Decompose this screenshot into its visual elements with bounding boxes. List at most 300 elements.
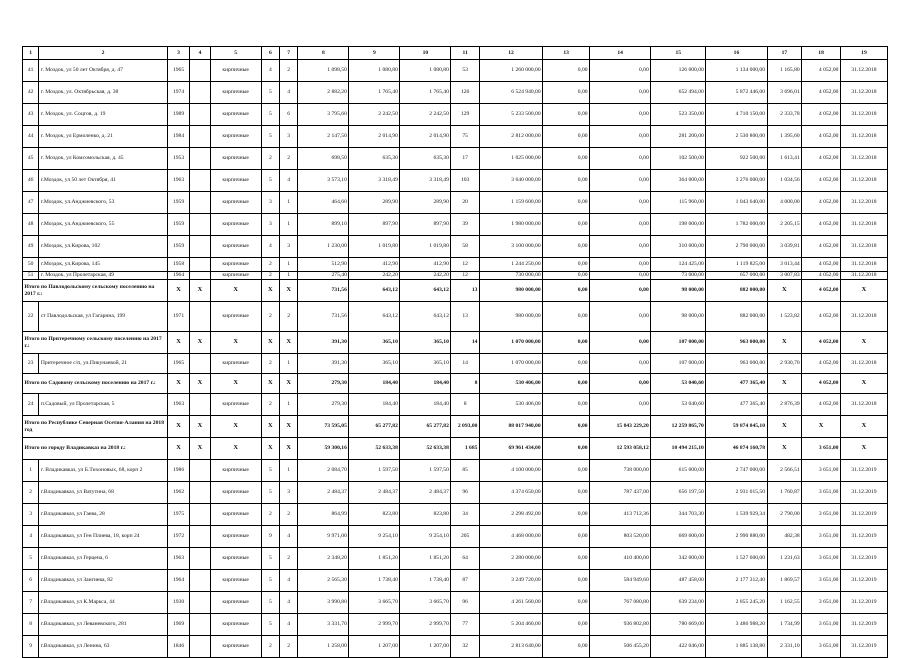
table-cell: г. Моздок, ул 50 лет Октября, д. 47 xyxy=(39,60,168,82)
table-cell: 0,00 xyxy=(590,192,651,214)
table-cell: 4 052,00 xyxy=(802,302,841,332)
table-cell: 882 000,00 xyxy=(706,302,767,332)
column-number: 19 xyxy=(840,47,887,60)
table-cell: 643,12 xyxy=(400,302,451,332)
table-cell: 530 406,00 xyxy=(479,374,542,394)
table-cell: 1 851,20 xyxy=(349,548,400,570)
table-cell: 3 665,70 xyxy=(400,592,451,614)
table-row xyxy=(23,236,888,258)
table-cell: 75 xyxy=(451,126,480,148)
table-cell: 2 999,70 xyxy=(400,614,451,636)
table-cell: 3 100 000,00 xyxy=(479,236,542,258)
table-cell: г.Моздок, ул.Кирова, 102 xyxy=(39,236,168,258)
table-cell: X xyxy=(261,280,279,302)
table-cell: кирпичные xyxy=(210,394,261,416)
table-cell: 31.12.2018 xyxy=(840,354,887,374)
table-cell: 31.12.2018 xyxy=(840,148,887,170)
table-cell: 4 052,00 xyxy=(802,192,841,214)
table-cell: 410 400,00 xyxy=(590,548,651,570)
table-cell: 9 971,00 xyxy=(298,526,349,548)
table-cell: 1 869,57 xyxy=(767,570,802,592)
table-cell: 523 350,00 xyxy=(651,104,706,126)
table-cell: Итого по Республике Северная Осетия-Алания на 2018 год xyxy=(23,416,168,438)
table-cell: 2 242,50 xyxy=(400,104,451,126)
table-cell: г.Владикавказ, ул Ленина, 63 xyxy=(39,636,168,658)
table-cell: X xyxy=(261,438,279,460)
table-cell: 3 xyxy=(280,236,298,258)
table-cell: 73 595,05 xyxy=(298,416,349,438)
table-cell: 12 593 058,12 xyxy=(590,438,651,460)
table-cell: 2 xyxy=(280,148,298,170)
table-cell: 344 703,30 xyxy=(651,504,706,526)
table-cell: 3 651,00 xyxy=(802,548,841,570)
table-cell: 7 xyxy=(23,592,39,614)
table-cell: 88 017 940,00 xyxy=(479,416,542,438)
table-cell xyxy=(190,60,210,82)
table-cell: 4 052,00 xyxy=(802,374,841,394)
table-cell: 3 xyxy=(23,504,39,526)
table-cell: 413 712,36 xyxy=(590,504,651,526)
column-number: 17 xyxy=(767,47,802,60)
table-cell: 2 990 880,00 xyxy=(706,526,767,548)
table-cell: 1 xyxy=(23,460,39,482)
table-cell: 53 040,60 xyxy=(651,374,706,394)
table-cell: 4 261 560,00 xyxy=(479,592,542,614)
table-cell: 3 651,00 xyxy=(802,438,841,460)
table-cell: 512,90 xyxy=(298,258,349,272)
table-cell: 1974 xyxy=(167,82,189,104)
table-cell: 310 000,00 xyxy=(651,236,706,258)
table-cell xyxy=(190,148,210,170)
table-cell: 464,60 xyxy=(298,192,349,214)
table-cell: 1 613,41 xyxy=(767,148,802,170)
subtotal-row xyxy=(23,280,888,302)
table-cell: 2 xyxy=(280,60,298,82)
table-cell: 2 931 015,50 xyxy=(706,482,767,504)
table-cell: 1 765,40 xyxy=(400,82,451,104)
table-cell: X xyxy=(840,374,887,394)
table-cell: 643,12 xyxy=(349,280,400,302)
table-cell: 24 xyxy=(23,394,39,416)
table-cell: Итого по Притеречному сельскому поселению на 2017 г.: xyxy=(23,332,168,354)
table-cell: 1963 xyxy=(167,170,189,192)
table-cell: г. Моздок, ул Ермоленко, д. 21 xyxy=(39,126,168,148)
table-cell: 44 xyxy=(23,126,39,148)
table-cell: ст Павлодольская, ул Гагарина, 199 xyxy=(39,302,168,332)
table-cell: 780 669,00 xyxy=(651,614,706,636)
table-cell: 1969 xyxy=(167,614,189,636)
table-cell: 43 xyxy=(23,104,39,126)
table-cell: 15 843 229,20 xyxy=(590,416,651,438)
table-cell: 823,80 xyxy=(400,504,451,526)
table-row xyxy=(23,354,888,374)
table-cell: 184,40 xyxy=(400,394,451,416)
table-cell: г.Моздок, ул.Анджиевского, 53 xyxy=(39,192,168,214)
table-cell: 9 254,10 xyxy=(400,526,451,548)
table-cell: 1 165,80 xyxy=(767,60,802,82)
table-cell: 4 052,00 xyxy=(802,126,841,148)
table-cell: 0,00 xyxy=(590,302,651,332)
table-cell: 669 600,00 xyxy=(651,526,706,548)
table-cell: 6 524 940,00 xyxy=(479,82,542,104)
table-cell: 124 425,00 xyxy=(651,258,706,272)
table-cell: 9 254,10 xyxy=(349,526,400,548)
table-cell: 2 093,00 xyxy=(451,416,480,438)
housing-repair-table xyxy=(22,46,888,658)
table-cell: 0,00 xyxy=(543,192,590,214)
table-cell: 2 xyxy=(23,482,39,504)
table-cell: 615 000,00 xyxy=(651,460,706,482)
table-cell: X xyxy=(767,332,802,354)
table-row xyxy=(23,82,888,104)
table-cell: 4 052,00 xyxy=(802,236,841,258)
table-cell: 2 348,20 xyxy=(298,548,349,570)
table-cell: 1 043 640,00 xyxy=(706,192,767,214)
table-cell xyxy=(190,354,210,374)
table-cell: 3 xyxy=(261,192,279,214)
table-cell: 1 xyxy=(280,394,298,416)
table-cell: 8 xyxy=(451,374,480,394)
table-cell: 96 xyxy=(451,482,480,504)
table-cell: 2 xyxy=(261,354,279,374)
table-cell: 2 xyxy=(261,394,279,416)
table-cell: 39 xyxy=(451,214,480,236)
column-number: 3 xyxy=(167,47,189,60)
table-cell: 103 xyxy=(451,170,480,192)
table-cell: X xyxy=(210,438,261,460)
table-cell: 4 xyxy=(280,82,298,104)
table-cell: 17 xyxy=(451,148,480,170)
table-cell: Итого по Садовому сельскому поселению на 2017 г.: xyxy=(23,374,168,394)
table-cell: 0,00 xyxy=(543,570,590,592)
table-cell: г.Владикавказ, ул Ватутина, 68 xyxy=(39,482,168,504)
table-cell: 364 000,00 xyxy=(651,170,706,192)
table-cell: Итого по Павлодольскому сельскому поселению на 2017 г.: xyxy=(23,280,168,302)
table-cell: 731,56 xyxy=(298,280,349,302)
table-cell: 98 000,00 xyxy=(651,302,706,332)
table-cell: 31.12.2018 xyxy=(840,192,887,214)
table-cell: 1 597,50 xyxy=(349,460,400,482)
table-cell: 803 520,00 xyxy=(590,526,651,548)
table-cell: X xyxy=(280,280,298,302)
table-cell: X xyxy=(261,332,279,354)
column-number: 13 xyxy=(543,47,590,60)
table-cell: 13 xyxy=(451,280,480,302)
table-cell: 1 231,63 xyxy=(767,548,802,570)
table-cell: 1953 xyxy=(167,148,189,170)
column-number-row xyxy=(23,47,888,60)
table-cell: г.Моздок, ул.Анджиевского, 55 xyxy=(39,214,168,236)
table-cell: 2 xyxy=(261,258,279,272)
table-cell: 0,00 xyxy=(543,394,590,416)
table-cell xyxy=(190,570,210,592)
table-cell: кирпичные xyxy=(210,526,261,548)
table-cell: 31.12.2018 xyxy=(840,170,887,192)
table-cell: 0,00 xyxy=(543,636,590,658)
table-cell: 1 260 000,00 xyxy=(479,60,542,82)
table-cell: 4 000,00 xyxy=(767,192,802,214)
table-cell: X xyxy=(840,332,887,354)
table-cell: 1 019,80 xyxy=(349,236,400,258)
table-cell: 31.12.2019 xyxy=(840,570,887,592)
table-cell: 963 000,00 xyxy=(706,354,767,374)
column-number: 7 xyxy=(280,47,298,60)
table-cell: 205 xyxy=(451,526,480,548)
table-cell: 3 331,70 xyxy=(298,614,349,636)
table-cell: 2 484,37 xyxy=(349,482,400,504)
table-cell: 1 782 000,00 xyxy=(706,214,767,236)
table-cell: 9 xyxy=(261,526,279,548)
table-cell: 1 xyxy=(280,460,298,482)
table-cell: 126 000,00 xyxy=(651,60,706,82)
table-cell: 1 019,80 xyxy=(400,236,451,258)
table-cell: X xyxy=(210,374,261,394)
table-cell: 12 259 865,70 xyxy=(651,416,706,438)
table-cell: 0,00 xyxy=(543,460,590,482)
table-cell: 50 xyxy=(23,258,39,272)
table-cell: 129 xyxy=(451,104,480,126)
table-cell: 59 300,16 xyxy=(298,438,349,460)
table-cell xyxy=(190,236,210,258)
table-cell: 49 xyxy=(23,236,39,258)
table-cell: 279,30 xyxy=(298,394,349,416)
table-cell: 31.12.2018 xyxy=(840,60,887,82)
table-cell: 0,00 xyxy=(543,170,590,192)
column-number: 12 xyxy=(479,47,542,60)
table-cell: 5 xyxy=(261,126,279,148)
column-number: 15 xyxy=(651,47,706,60)
table-cell: 639 234,00 xyxy=(651,592,706,614)
table-cell: 767 080,80 xyxy=(590,592,651,614)
table-cell: 2 xyxy=(280,504,298,526)
table-cell: 1 xyxy=(280,258,298,272)
table-cell: 4 052,00 xyxy=(802,272,841,280)
table-cell: 1963 xyxy=(167,548,189,570)
table-cell: кирпичные xyxy=(210,592,261,614)
table-cell: 0,00 xyxy=(590,82,651,104)
column-number: 6 xyxy=(261,47,279,60)
table-cell: 1 395,60 xyxy=(767,126,802,148)
table-cell: кирпичные xyxy=(210,504,261,526)
table-cell: 31.12.2019 xyxy=(840,614,887,636)
table-cell xyxy=(190,82,210,104)
table-cell: кирпичные xyxy=(210,258,261,272)
table-row xyxy=(23,192,888,214)
table-cell: 2 014,90 xyxy=(400,126,451,148)
table-row xyxy=(23,526,888,548)
table-cell: 3 xyxy=(280,126,298,148)
table-cell: 0,00 xyxy=(543,526,590,548)
table-cell: X xyxy=(767,438,802,460)
table-cell xyxy=(190,482,210,504)
table-cell: 2 xyxy=(280,302,298,332)
table-cell: кирпичные xyxy=(210,636,261,658)
table-cell: 980 000,00 xyxy=(479,280,542,302)
table-cell: 8 xyxy=(23,614,39,636)
table-cell: X xyxy=(190,374,210,394)
table-cell: 1 xyxy=(280,214,298,236)
table-cell: Притеречное с/п, ул.Пикунаевой, 21 xyxy=(39,354,168,374)
subtotal-row xyxy=(23,332,888,354)
table-cell: кирпичные xyxy=(210,354,261,374)
table-cell: 1975 xyxy=(167,504,189,526)
table-cell: 9 xyxy=(23,636,39,658)
table-cell: 635,30 xyxy=(400,148,451,170)
table-cell: X xyxy=(840,416,887,438)
table-cell: 3 013,44 xyxy=(767,258,802,272)
table-cell: 0,00 xyxy=(543,214,590,236)
table-cell: 2 xyxy=(280,636,298,658)
table-cell: 365,10 xyxy=(400,332,451,354)
table-cell: 5 xyxy=(261,104,279,126)
table-cell xyxy=(190,504,210,526)
table-cell: 365,10 xyxy=(349,354,400,374)
table-cell: 391,30 xyxy=(298,332,349,354)
table-cell: 31.12.2019 xyxy=(840,592,887,614)
table-cell: 34 xyxy=(451,504,480,526)
table-cell: X xyxy=(210,280,261,302)
table-cell: 2 855 245,20 xyxy=(706,592,767,614)
table-cell: 281 200,00 xyxy=(651,126,706,148)
table-cell xyxy=(190,592,210,614)
table-cell: 4 052,00 xyxy=(802,332,841,354)
table-cell: 2 566,51 xyxy=(767,460,802,482)
table-cell: 3 651,00 xyxy=(802,592,841,614)
table-cell: 2 242,50 xyxy=(349,104,400,126)
table-cell: 12 xyxy=(451,272,480,280)
table-cell: 412,90 xyxy=(400,258,451,272)
table-cell: 652 494,00 xyxy=(651,82,706,104)
table-cell: X xyxy=(280,374,298,394)
column-number: 4 xyxy=(190,47,210,60)
table-cell: 2 930,70 xyxy=(767,354,802,374)
table-row xyxy=(23,570,888,592)
table-cell: 2 014,90 xyxy=(349,126,400,148)
table-cell: 1 527 600,00 xyxy=(706,548,767,570)
column-number: 14 xyxy=(590,47,651,60)
table-cell: 184,40 xyxy=(400,374,451,394)
table-cell: 1846 xyxy=(167,636,189,658)
table-cell: 1 119 825,00 xyxy=(706,258,767,272)
table-cell: кирпичные xyxy=(210,302,261,332)
table-cell: г.Моздок, ул 50 лет Октября, 41 xyxy=(39,170,168,192)
table-cell: 6 xyxy=(23,570,39,592)
table-cell: 0,00 xyxy=(543,104,590,126)
table-cell: X xyxy=(190,438,210,460)
table-cell: 922 500,00 xyxy=(706,148,767,170)
table-cell: г. Моздок, ул. Октябрьская, д. 38 xyxy=(39,82,168,104)
table-cell: 1972 xyxy=(167,526,189,548)
table-cell: 4 468 000,00 xyxy=(479,526,542,548)
table-cell: 184,40 xyxy=(349,374,400,394)
table-cell xyxy=(190,258,210,272)
table-cell: 58 xyxy=(451,236,480,258)
table-cell: 730 000,00 xyxy=(479,272,542,280)
table-cell: 4 xyxy=(261,60,279,82)
table-cell: 3 640 000,00 xyxy=(479,170,542,192)
table-cell: 2 333,78 xyxy=(767,104,802,126)
table-cell: 275,40 xyxy=(298,272,349,280)
table-cell: 4 374 650,00 xyxy=(479,482,542,504)
table-cell: 1959 xyxy=(167,214,189,236)
table-cell: 0,00 xyxy=(590,394,651,416)
table-cell: 2 xyxy=(280,548,298,570)
table-cell: Итого по городу Владикавказ на 2018 г.: xyxy=(23,438,168,460)
table-cell: кирпичные xyxy=(210,460,261,482)
table-row xyxy=(23,460,888,482)
table-cell: 3 xyxy=(261,214,279,236)
table-cell xyxy=(190,548,210,570)
table-cell: 64 xyxy=(451,548,480,570)
table-cell: 1 134 000,00 xyxy=(706,60,767,82)
table-cell: 0,00 xyxy=(543,126,590,148)
table-cell: 506 455,20 xyxy=(590,636,651,658)
table-cell: 20 xyxy=(451,192,480,214)
table-cell: X xyxy=(190,416,210,438)
table-cell: г. Моздок, ул Пролетарская, 49 xyxy=(39,272,168,280)
table-row xyxy=(23,104,888,126)
table-cell: 0,00 xyxy=(543,280,590,302)
table-cell xyxy=(190,614,210,636)
table-cell: 3 665,70 xyxy=(349,592,400,614)
table-cell: 2 331,10 xyxy=(767,636,802,658)
table-cell xyxy=(190,126,210,148)
table-cell: 936 802,80 xyxy=(590,614,651,636)
table-cell: 899,10 xyxy=(298,214,349,236)
table-cell: 1 738,40 xyxy=(400,570,451,592)
table-cell: г. Моздок, ул. Соцгов, д. 19 xyxy=(39,104,168,126)
table-cell: г. Владикавказ, ул Б.Тихоновых, 68, корп 2 xyxy=(39,460,168,482)
table-cell: 31.12.2019 xyxy=(840,482,887,504)
table-cell: 4 052,00 xyxy=(802,394,841,416)
table-cell: 12 xyxy=(451,258,480,272)
table-cell: 2 876,39 xyxy=(767,394,802,416)
table-cell: 5 xyxy=(261,592,279,614)
table-row xyxy=(23,126,888,148)
table-cell: г. Моздок, ул Комсомольская, д. 45 xyxy=(39,148,168,170)
table-cell: 42 xyxy=(23,82,39,104)
table-cell: кирпичные xyxy=(210,236,261,258)
table-cell: г.Владикавказ, ул К.Маркса, 44 xyxy=(39,592,168,614)
table-row xyxy=(23,148,888,170)
table-cell: 1962 xyxy=(167,482,189,504)
table-cell: 422 046,00 xyxy=(651,636,706,658)
table-cell: 31.12.2018 xyxy=(840,236,887,258)
table-cell: 1 070 000,00 xyxy=(479,354,542,374)
table-cell: X xyxy=(190,332,210,354)
column-number: 10 xyxy=(400,47,451,60)
table-cell: 0,00 xyxy=(543,148,590,170)
table-cell xyxy=(190,460,210,482)
table-cell: кирпичные xyxy=(210,214,261,236)
table-cell: 0,00 xyxy=(543,374,590,394)
table-cell: 3 318,49 xyxy=(400,170,451,192)
table-cell: X xyxy=(840,438,887,460)
table-cell: 3 651,00 xyxy=(802,504,841,526)
table-cell: 1 539 929,34 xyxy=(706,504,767,526)
table-cell: 0,00 xyxy=(590,258,651,272)
table-cell: 5 xyxy=(23,548,39,570)
table-cell: кирпичные xyxy=(210,272,261,280)
subtotal-row xyxy=(23,374,888,394)
table-cell: кирпичные xyxy=(210,60,261,82)
table-cell: 1986 xyxy=(167,460,189,482)
table-cell: 4 052,00 xyxy=(802,214,841,236)
table-cell: 1963 xyxy=(167,394,189,416)
table-cell: 4 052,00 xyxy=(802,60,841,82)
table-cell: 0,00 xyxy=(543,236,590,258)
table-cell: X xyxy=(167,416,189,438)
